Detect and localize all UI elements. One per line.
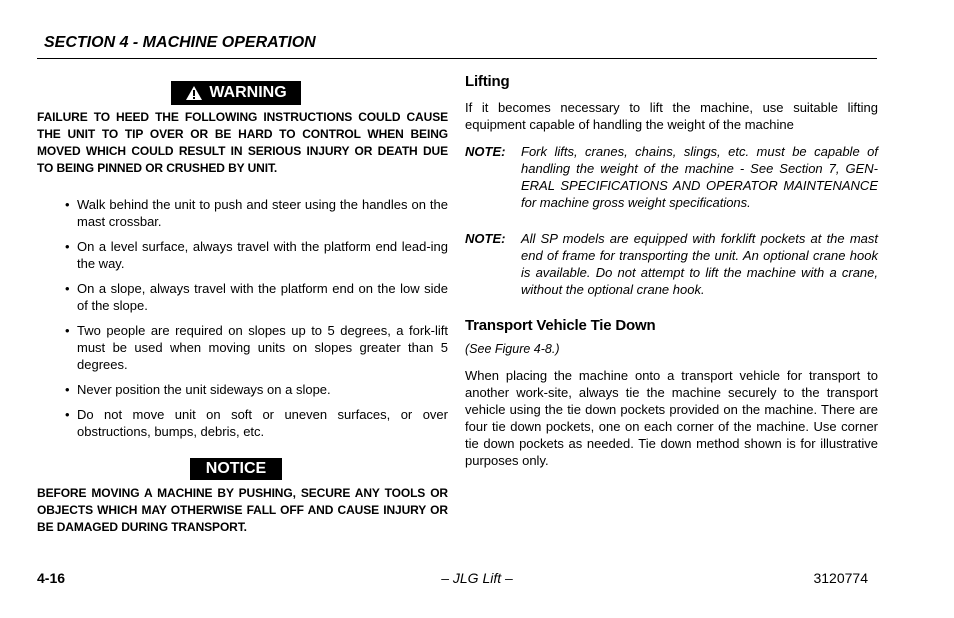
warning-triangle-icon (185, 85, 203, 101)
warning-label: WARNING (209, 84, 287, 101)
bullet-dot: • (65, 197, 70, 212)
warning-text: FAILURE TO HEED THE FOLLOWING INSTRUCTIONS COULD CAUSE THE UNIT TO TIP OVER OR BE HARD TO CONTROL WHEN BEING MOVED WHICH COULD RESULT IN SERIOUS INJURY OR DEATH DUE TO BEING PINNED OR CRUSHED BY UNIT. (37, 110, 448, 175)
bullet-dot: • (65, 382, 70, 397)
list-item (37, 406, 448, 440)
notice-block (37, 458, 448, 536)
bullet-dot: • (65, 407, 70, 422)
bullet-dot: • (65, 281, 70, 296)
list-item (37, 196, 448, 230)
notice-badge: NOTICE (190, 458, 282, 480)
tiedown-paragraph: When placing the machine onto a transport vehicle for transport to another work-site, always tie the machine securely to the transport vehicle using the tie down pockets provided on the machine. There are four tie down pockets, one on each corner of the machine. Use corner tie down pockets as needed. Tie down method shown is for illustrative purposes only. (465, 368, 878, 468)
header-rule (37, 58, 877, 59)
note-label: NOTE: (465, 231, 506, 246)
list-item (37, 381, 448, 398)
list-item (37, 322, 448, 373)
bullet-text: Two people are required on slopes up to 5 degrees, a fork-lift must be used when moving units on slopes greater than 5 degrees. (77, 323, 448, 372)
section-title: SECTION 4 - MACHINE OPERATION (44, 34, 316, 51)
notice-text: BEFORE MOVING A MACHINE BY PUSHING, SECURE ANY TOOLS OR OBJECTS WHICH MAY OTHERWISE FALL OFF AND CAUSE INJURY OR BE DAMAGED DURING TRANSPORT. (37, 486, 448, 534)
bullet-text: Walk behind the unit to push and steer using the handles on the mast crossbar. (77, 197, 448, 229)
note-label: NOTE: (465, 144, 506, 159)
list-item (37, 238, 448, 272)
note-fork-lifts (465, 143, 878, 211)
bullet-text: Never position the unit sideways on a slope. (77, 382, 331, 397)
note-text: Fork lifts, cranes, chains, slings, etc. must be capable of handling the weight of the machine - See Section 7, GEN-ERAL SPECIFICATIONS AND OPERATOR MAINTENANCE for machine gross weight specifications. (521, 144, 878, 210)
lifting-paragraph: If it becomes necessary to lift the machine, use suitable lifting equipment capable of handling the weight of the machine (465, 100, 878, 132)
note-forklift-pockets (465, 230, 878, 298)
list-item (37, 280, 448, 314)
bullet-dot: • (65, 239, 70, 254)
footer-center-text: – JLG Lift – (441, 570, 513, 586)
bullet-dot: • (65, 323, 70, 338)
left-column (37, 82, 448, 536)
bullet-text: On a level surface, always travel with the platform end lead-ing the way. (77, 239, 448, 271)
tiedown-heading: Transport Vehicle Tie Down (465, 317, 656, 334)
safety-bullet-list (37, 196, 448, 440)
bullet-text: On a slope, always travel with the platform end on the low side of the slope. (77, 281, 448, 313)
right-column (465, 73, 878, 469)
bullet-text: Do not move unit on soft or uneven surfaces, or over obstructions, bumps, debris, etc. (77, 407, 448, 439)
note-text: All SP models are equipped with forklift pockets at the mast end of frame for transporting the unit. An optional crane hook is available. Do not attempt to lift the machine with a crane, without the optional crane hook. (521, 231, 878, 297)
figure-reference: (See Figure 4-8.) (465, 342, 560, 356)
document-number: 3120774 (813, 570, 868, 586)
lifting-heading: Lifting (465, 73, 510, 90)
warning-badge (172, 82, 300, 104)
page-number: 4-16 (37, 570, 66, 586)
